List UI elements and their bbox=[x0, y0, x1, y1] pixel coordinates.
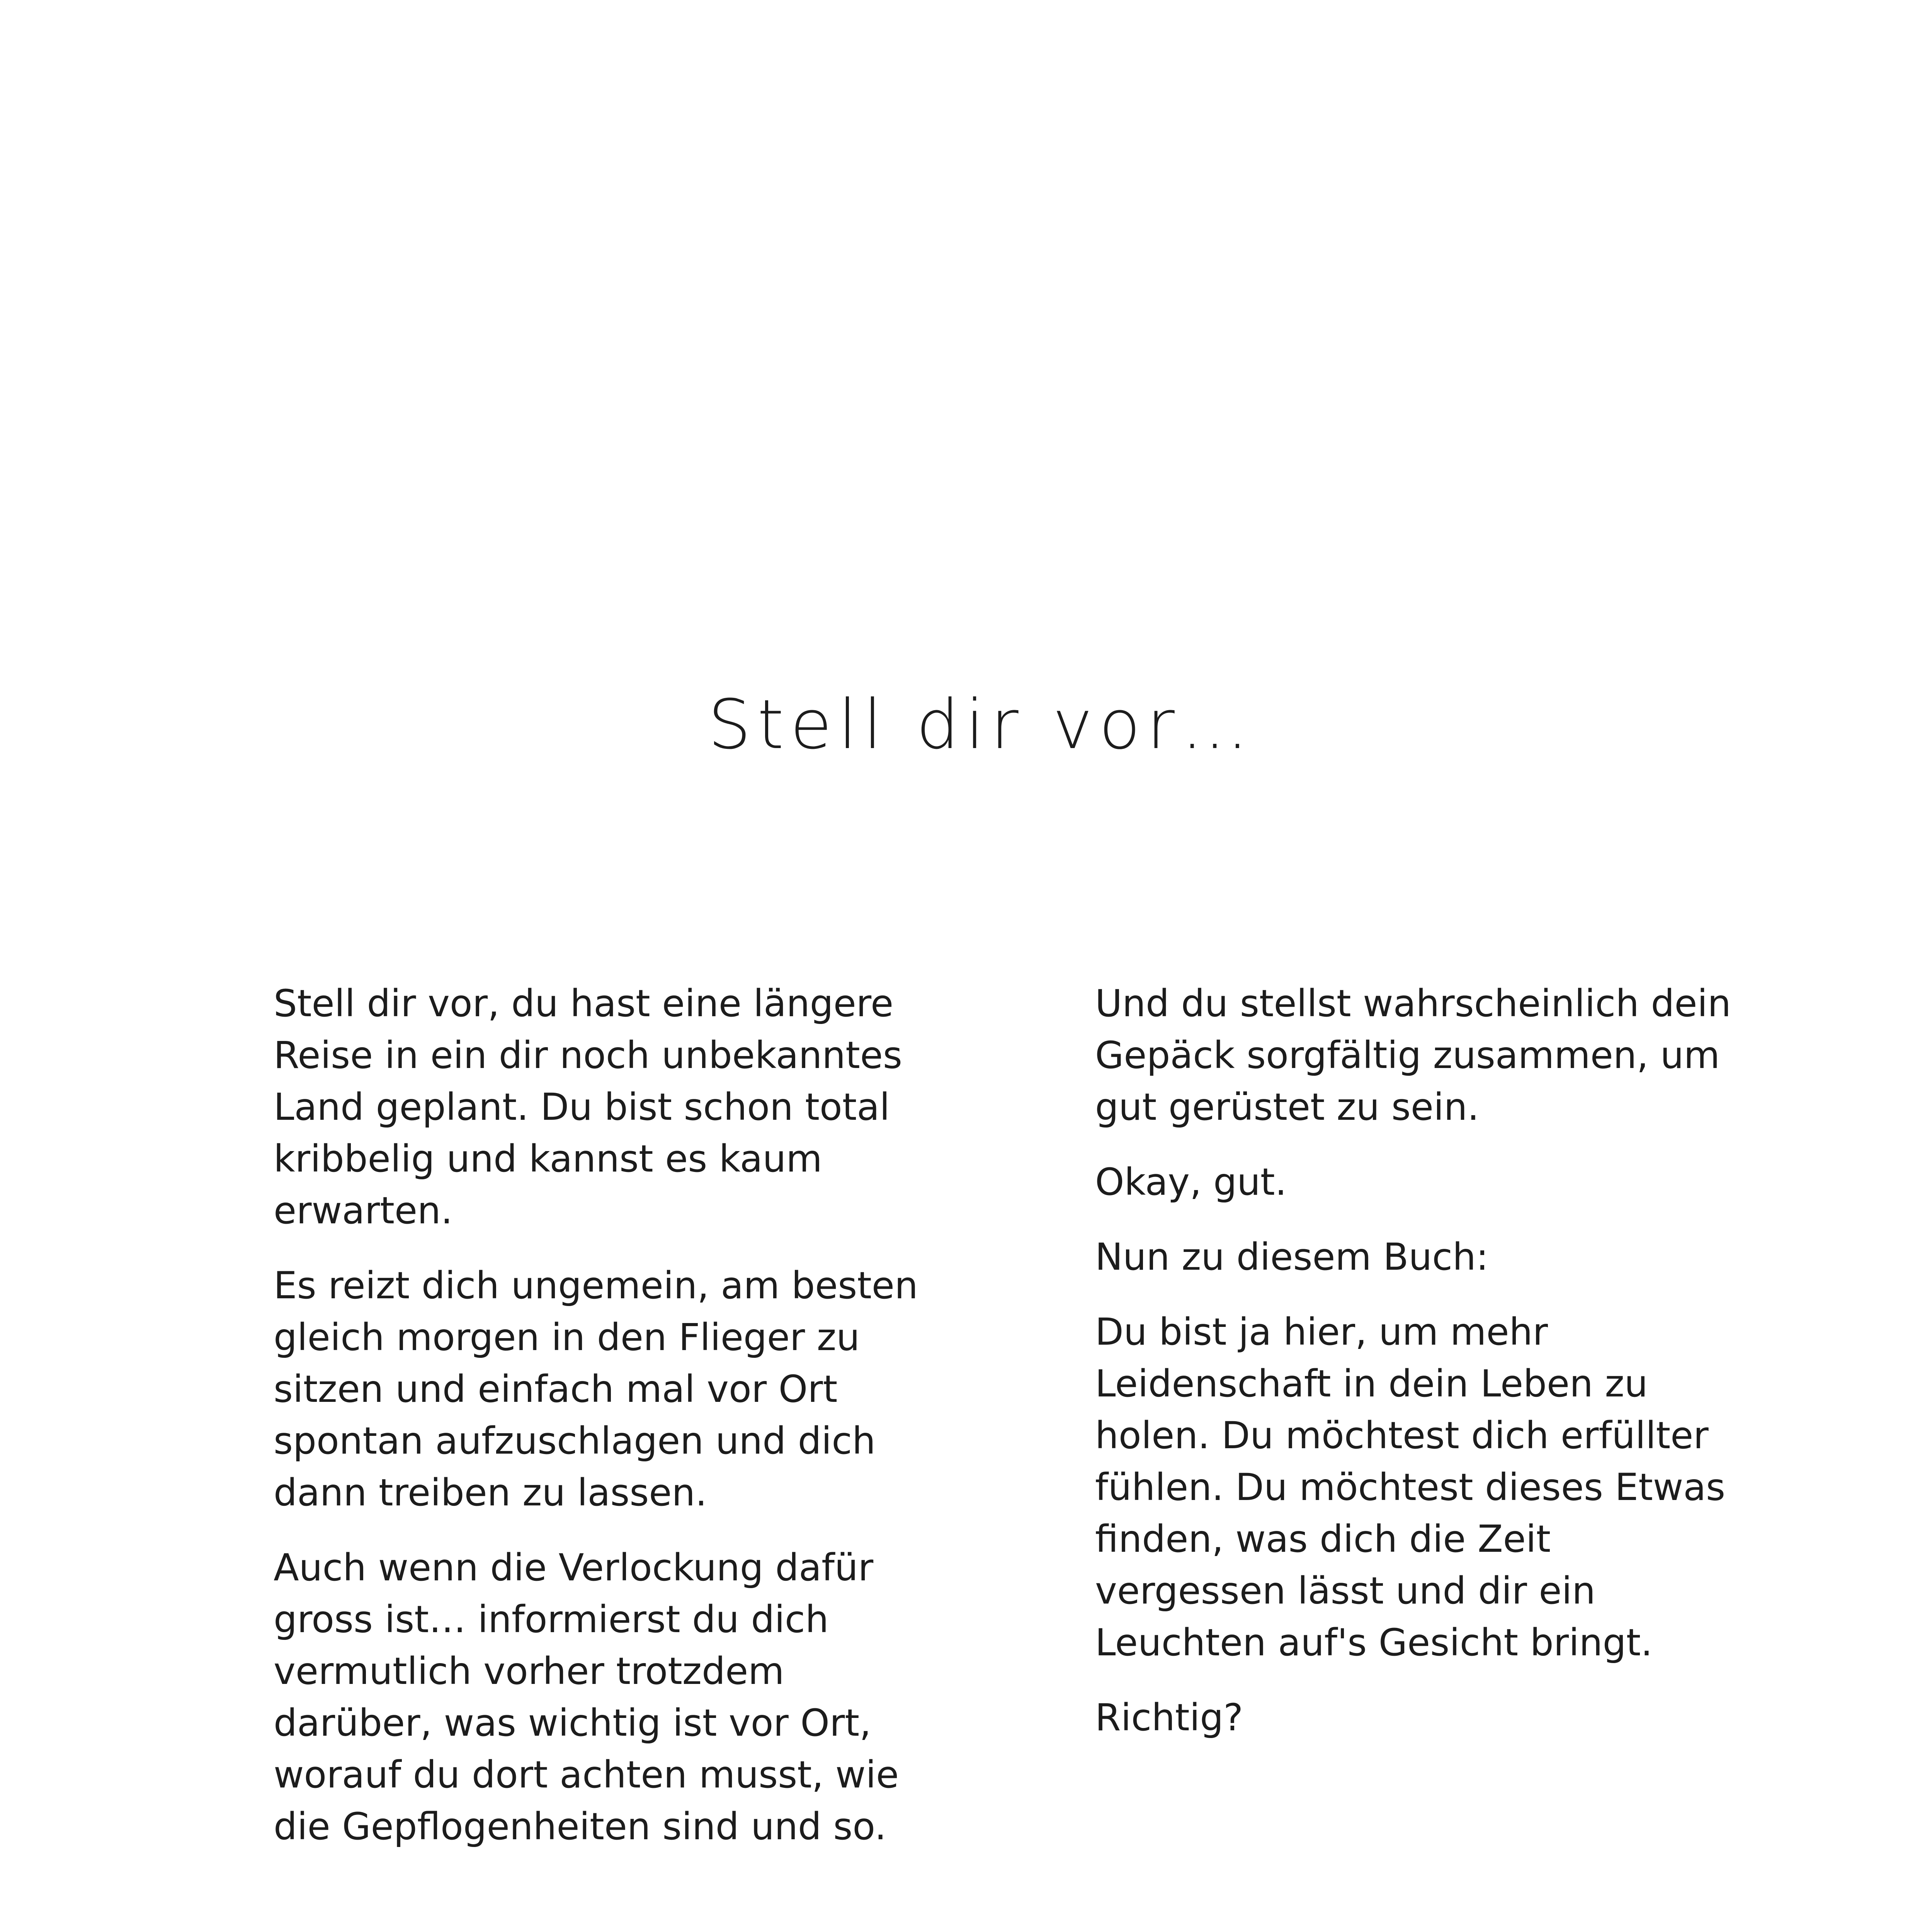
paragraph: Auch wenn die Verlockung dafür gross ist… informierst du dich vermutlich vorher trotzdem darüber, was wichtig ist vor Ort, worauf du dort achten musst, wie die Gepflogenheiten sind und so. bbox=[274, 1546, 899, 1848]
right-text-column bbox=[1095, 978, 1752, 1767]
left-text-column bbox=[274, 978, 930, 1876]
page-title: Stell dir vor… bbox=[708, 685, 1255, 764]
paragraph: Richtig? bbox=[1095, 1696, 1243, 1739]
paragraph: Du bist ja hier, um mehr Leidenschaft in dein Leben zu holen. Du möchtest dich erfüllter fühlen. Du möchtest dieses Etwas finden, was dich die Zeit vergessen lässt und dir ein Leuchten auf's Gesicht bringt. bbox=[1095, 1310, 1726, 1664]
paragraph: Es reizt dich ungemein, am besten gleich morgen in den Flieger zu sitzen und einfach mal vor Ort spontan aufzuschlagen und dich dann treiben zu lassen. bbox=[274, 1264, 918, 1514]
paragraph: Okay, gut. bbox=[1095, 1160, 1287, 1204]
paragraph: Und du stellst wahrscheinlich dein Gepäck sorgfältig zusammen, um gut gerüstet zu sein. bbox=[1095, 982, 1731, 1129]
paragraph: Stell dir vor, du hast eine längere Reise in ein dir noch unbekanntes Land geplant. Du bist schon total kribbelig und kannst es kaum erwarten. bbox=[274, 982, 902, 1232]
paragraph: Nun zu diesem Buch: bbox=[1095, 1235, 1489, 1279]
